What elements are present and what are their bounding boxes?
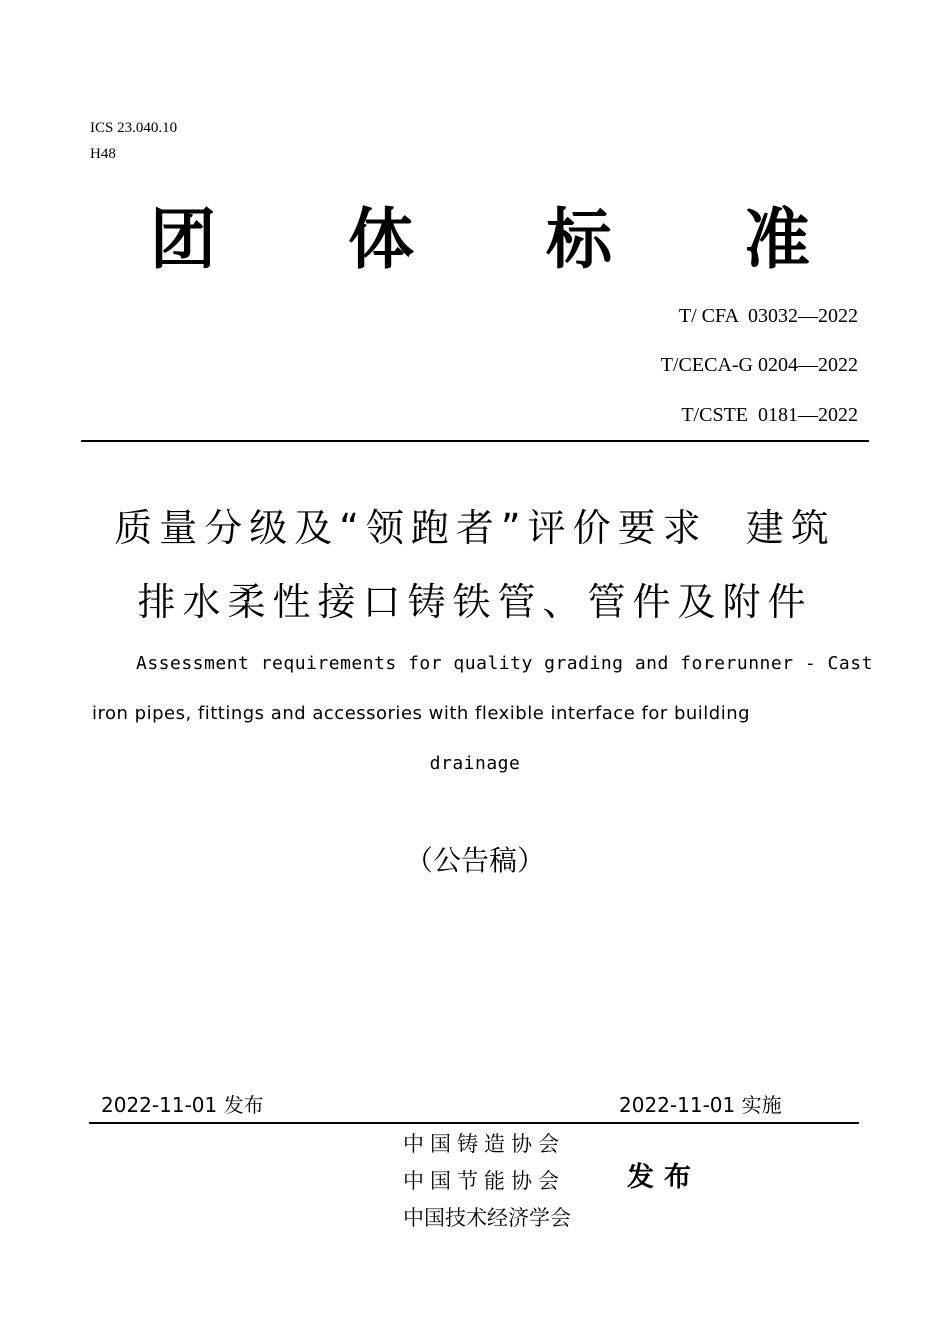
title-en-line-2: iron pipes, fittings and accessories with flexible interface for building — [92, 703, 751, 724]
footer-divider — [89, 1122, 859, 1124]
issuer-org-1: 中国铸造协会 — [403, 1132, 565, 1156]
doc-type-char: 准 — [744, 201, 810, 278]
publish-date: 2022-11-01 发布 — [101, 1093, 264, 1117]
title-zh-line-1: 质量分级及“领跑者”评价要求 建筑 — [114, 506, 836, 550]
header-divider — [81, 440, 869, 442]
standard-number-cste: T/CSTE 0181—2022 — [681, 404, 858, 426]
ics-code: ICS 23.040.10 — [90, 120, 178, 136]
doc-type-char: 体 — [348, 201, 414, 278]
document-type-title — [150, 200, 810, 280]
doc-type-char: 标 — [546, 201, 612, 278]
title-en-line-3: drainage — [429, 753, 521, 774]
standard-number-cfa: T/ CFA 03032—2022 — [678, 305, 858, 327]
classification-code: H48 — [90, 146, 116, 162]
issuer-org-3: 中国技术经济学会 — [403, 1206, 571, 1230]
issuer-org-2: 中国节能协会 — [403, 1169, 565, 1193]
title-zh-line-2: 排水柔性接口铸铁管、管件及附件 — [137, 580, 813, 624]
issue-label: 发布 — [627, 1162, 701, 1193]
doc-type-char: 团 — [150, 201, 216, 278]
title-en-line-1: Assessment requirements for quality grading and forerunner - Cast — [136, 653, 873, 674]
draft-label: （公告稿） — [404, 844, 545, 877]
standard-number-ceca: T/CECA-G 0204—2022 — [660, 354, 858, 376]
implement-date: 2022-11-01 实施 — [619, 1093, 782, 1117]
